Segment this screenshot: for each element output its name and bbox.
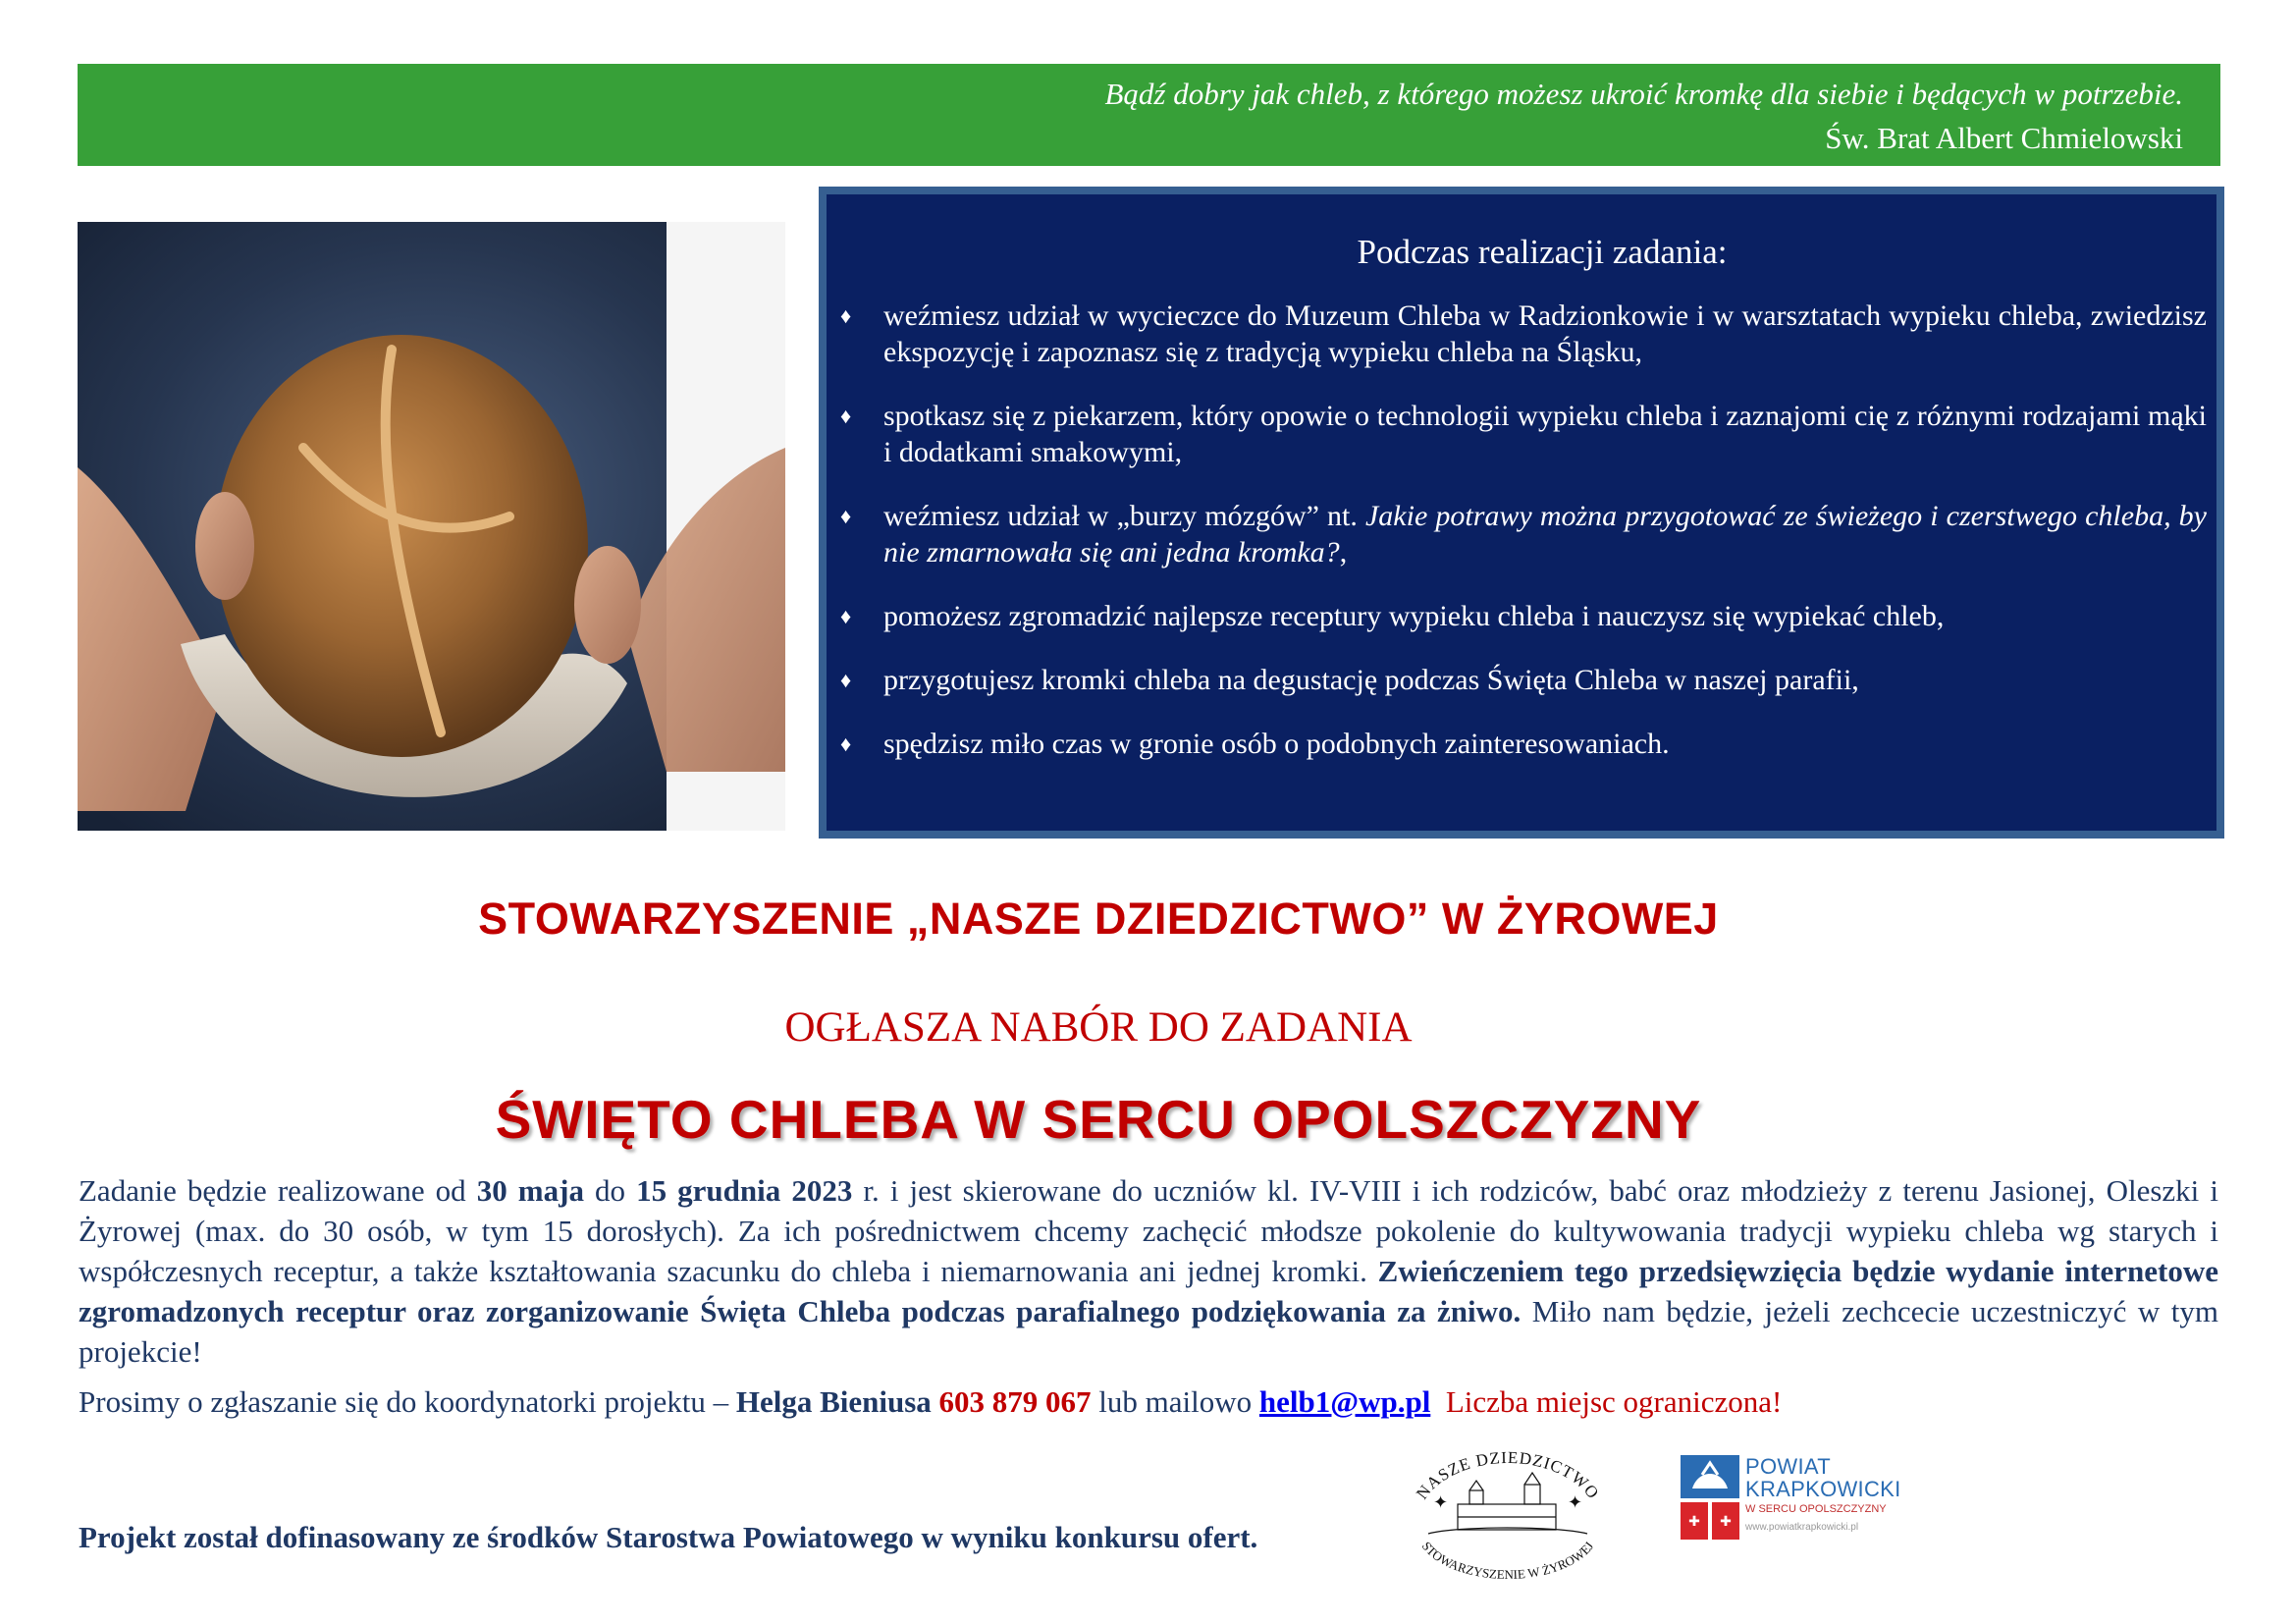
bread-illustration bbox=[78, 222, 785, 831]
diamond-bullet-icon: ♦ bbox=[840, 504, 852, 528]
event-title: ŚWIĘTO CHLEBA W SERCU OPOLSZCZYZNY bbox=[495, 1089, 1702, 1150]
powiat-crest-icon bbox=[1681, 1455, 1739, 1540]
contact-prefix: Prosimy o zgłaszanie się do koordynatorki projektu – bbox=[79, 1384, 736, 1419]
powiat-tagline: W SERCU OPOLSZCZYZNY bbox=[1745, 1503, 1887, 1515]
task-item-text: spędzisz miło czas w gronie osób o podobnych zainteresowaniach. bbox=[883, 728, 1670, 760]
task-item bbox=[838, 298, 2207, 370]
svg-text:✚: ✚ bbox=[1688, 1515, 1700, 1530]
organization-title: STOWARZYSZENIE „NASZE DZIEDZICTWO” W ŻYROWEJ bbox=[478, 893, 1719, 944]
powiat-website: www.powiatkrapkowicki.pl bbox=[1745, 1522, 1859, 1533]
task-item-text: weźmiesz udział w wycieczce do Muzeum Chleba w Radzionkowie i w warsztatach wypieku chleba, zwiedzisz ekspozycję i zapoznasz się z tradycją wypieku chleba na Śląsku, bbox=[883, 299, 2207, 368]
contact-line bbox=[79, 1381, 2218, 1422]
powiat-line-1: POWIAT bbox=[1745, 1454, 1831, 1479]
quote-author: Św. Brat Albert Chmielowski bbox=[1825, 121, 2183, 155]
task-item-text: przygotujesz kromki chleba na degustację podczas Święta Chleba w naszej parafii, bbox=[883, 664, 1859, 696]
nasze-dziedzictwo-logo bbox=[1399, 1443, 1617, 1581]
task-item bbox=[838, 726, 2207, 762]
task-item bbox=[838, 598, 2207, 634]
phone-number: 603 879 067 bbox=[938, 1384, 1092, 1419]
tasks-title: Podczas realizacji zadania: bbox=[1357, 233, 1728, 271]
email-link[interactable]: helb1@wp.pl bbox=[1258, 1384, 1431, 1419]
task-item-text: pomożesz zgromadzić najlepsze receptury wypieku chleba i nauczysz się wypiekać chleb, bbox=[883, 600, 1945, 632]
tasks-panel bbox=[827, 194, 2216, 831]
task-item-suffix: , bbox=[1339, 536, 1348, 568]
task-item bbox=[838, 498, 2207, 570]
tasks-box bbox=[819, 187, 2224, 839]
coordinator-name: Helga Bieniusa bbox=[735, 1384, 932, 1419]
limited-places-note: Liczba miejsc ograniczona! bbox=[1445, 1384, 1783, 1419]
nasze-dziedzictwo-emblem bbox=[1399, 1443, 1617, 1581]
announcement-line: OGŁASZA NABÓR DO ZADANIA bbox=[784, 1004, 1413, 1051]
task-item-text: weźmiesz udział w „burzy mózgów” nt. bbox=[883, 500, 1365, 532]
task-item-text: spotkasz się z piekarzem, który opowie o technologii wypieku chleba i zaznajomi cię z różnymi rodzajami mąki i dodatkami smakowymi, bbox=[883, 400, 2207, 468]
bread-photo bbox=[78, 222, 785, 831]
start-date: 30 maja bbox=[476, 1173, 584, 1208]
body-text-1: Zadanie będzie realizowane od bbox=[79, 1173, 477, 1208]
body-text-2: do bbox=[583, 1173, 637, 1208]
powiat-line-2: KRAPKOWICKI bbox=[1745, 1477, 1901, 1501]
svg-text:✚: ✚ bbox=[1720, 1515, 1732, 1530]
body-text-3: r. i jest skierowane do uczniów kl. IV-VIII i ich rodziców, babć oraz młodzieży z terenu Jasionej, Oleszki i Żyrowej (max. do 30 osób, w tym 15 dorosłych). Za ich pośrednictwem chcemy zachęcić młodsze pokolenie do kultywowania tradycji wypieku chleba wg starych i współczesnych receptur, a także kształtowania szacunku do chleba i niemarnowania ani jednej kromki. bbox=[79, 1173, 2218, 1288]
diamond-bullet-icon: ♦ bbox=[840, 604, 852, 628]
description-paragraph bbox=[79, 1170, 2218, 1372]
body-highlight: Zwieńczeniem tego przedsięwzięcia będzie wydanie internetowe zgromadzonych receptur oraz zorganizowanie Święta Chleba podczas parafialnego podziękowania za żniwo. bbox=[79, 1254, 2218, 1328]
task-item bbox=[838, 398, 2207, 470]
diamond-bullet-icon: ♦ bbox=[840, 731, 852, 756]
quote-text: Bądź dobry jak chleb, z którego możesz ukroić kromkę dla siebie i będących w potrzebie. bbox=[1104, 77, 2183, 111]
logo-bottom-text bbox=[1419, 1539, 1597, 1581]
powiat-name bbox=[1745, 1455, 1901, 1535]
tasks-list bbox=[838, 298, 2207, 762]
quote-bar bbox=[78, 64, 2220, 166]
logo-bottom-path: STOWARZYSZENIE W ŻYROWEJ bbox=[1418, 1539, 1597, 1581]
end-date: 15 grudnia 2023 bbox=[636, 1173, 853, 1208]
diamond-bullet-icon: ♦ bbox=[840, 303, 852, 328]
diamond-bullet-icon: ♦ bbox=[840, 404, 852, 428]
diamond-bullet-icon: ♦ bbox=[840, 668, 852, 692]
task-item bbox=[838, 662, 2207, 698]
contact-mid: lub mailowo bbox=[1091, 1384, 1259, 1419]
star-icon: ✦ bbox=[1433, 1492, 1449, 1512]
star-icon: ✦ bbox=[1568, 1492, 1583, 1512]
brainstorm-topic: Jakie potrawy można przygotować ze świeżego i czerstwego chleba, by nie zmarnowała się ani jedna kromka? bbox=[883, 500, 2207, 568]
powiat-krapkowicki-logo bbox=[1681, 1455, 1906, 1553]
funding-note: Projekt został dofinasowany ze środków Starostwa Powiatowego w wyniku konkursu ofert. bbox=[79, 1520, 1258, 1554]
body-text-4: Miło nam będzie, jeżeli zechcecie uczestniczyć w tym projekcie! bbox=[79, 1294, 2218, 1369]
logo-top-path: NASZE DZIEDZICTWO bbox=[1413, 1447, 1603, 1503]
